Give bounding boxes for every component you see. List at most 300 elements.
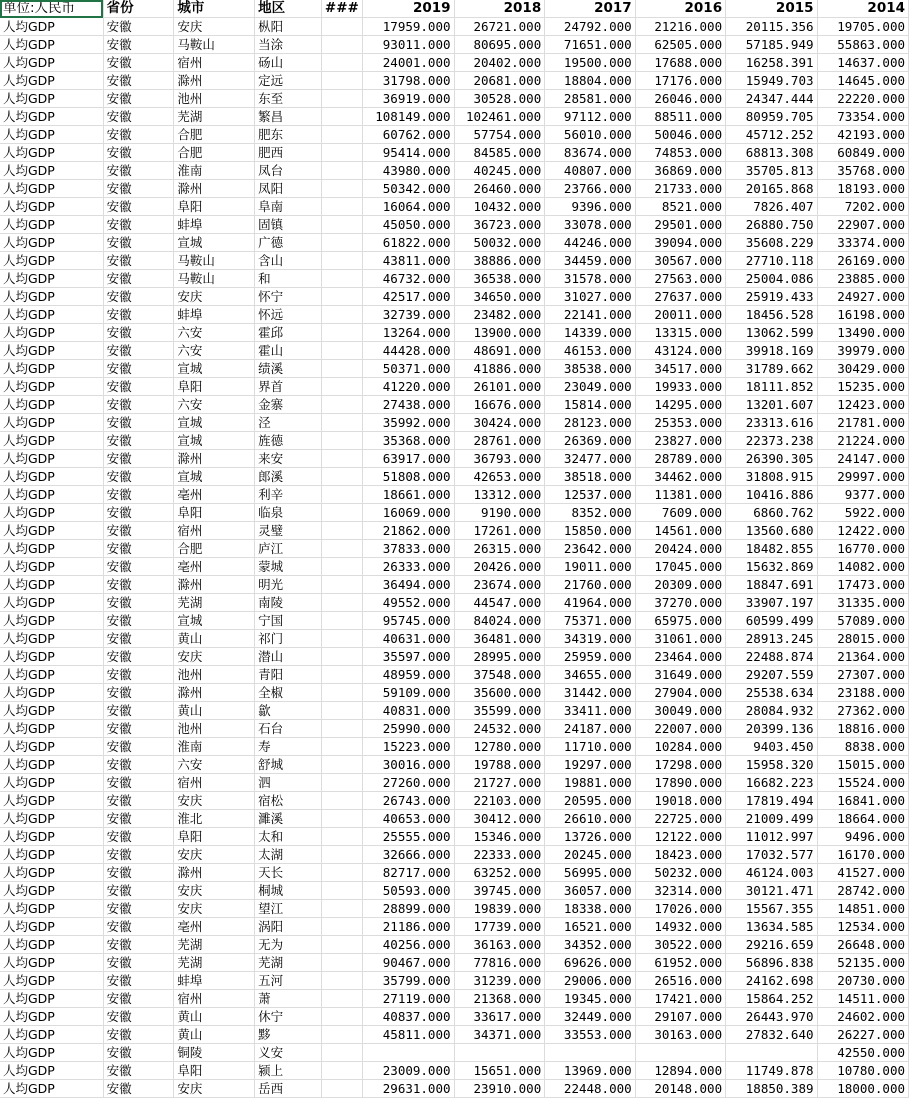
cell-y2017[interactable]: 38518.000 xyxy=(545,468,635,486)
cell-y2014[interactable]: 18816.000 xyxy=(817,720,909,738)
cell-y2017[interactable]: 34459.000 xyxy=(545,252,635,270)
cell-hidden-col[interactable] xyxy=(321,648,362,666)
cell-unit-label[interactable]: 人均GDP xyxy=(0,342,103,360)
cell-y2014[interactable]: 14511.000 xyxy=(817,990,909,1008)
cell-y2017[interactable]: 33078.000 xyxy=(545,216,635,234)
cell-y2019[interactable]: 29631.000 xyxy=(362,1080,454,1098)
cell-district[interactable]: 利辛 xyxy=(255,486,322,504)
cell-y2017[interactable]: 8352.000 xyxy=(545,504,635,522)
cell-y2018[interactable]: 36163.000 xyxy=(454,936,545,954)
cell-y2016[interactable]: 50046.000 xyxy=(635,126,725,144)
cell-city[interactable]: 宣城 xyxy=(174,432,255,450)
cell-y2017[interactable]: 20245.000 xyxy=(545,846,635,864)
cell-y2014[interactable]: 5922.000 xyxy=(817,504,909,522)
cell-y2019[interactable]: 60762.000 xyxy=(362,126,454,144)
cell-district[interactable]: 五河 xyxy=(255,972,322,990)
cell-y2014[interactable]: 27307.000 xyxy=(817,666,909,684)
cell-y2015[interactable]: 17819.494 xyxy=(726,792,817,810)
cell-district[interactable]: 潜山 xyxy=(255,648,322,666)
cell-hidden-col[interactable] xyxy=(321,144,362,162)
cell-city[interactable]: 安庆 xyxy=(174,900,255,918)
cell-province[interactable]: 安徽 xyxy=(103,1008,174,1026)
cell-y2014[interactable]: 60849.000 xyxy=(817,144,909,162)
cell-district[interactable]: 全椒 xyxy=(255,684,322,702)
cell-y2017[interactable]: 19011.000 xyxy=(545,558,635,576)
cell-district[interactable]: 岳西 xyxy=(255,1080,322,1098)
cell-y2019[interactable]: 45050.000 xyxy=(362,216,454,234)
cell-city[interactable]: 池州 xyxy=(174,666,255,684)
cell-y2018[interactable]: 19839.000 xyxy=(454,900,545,918)
cell-y2019[interactable]: 21862.000 xyxy=(362,522,454,540)
cell-y2015[interactable]: 11749.878 xyxy=(726,1062,817,1080)
cell-y2018[interactable]: 21368.000 xyxy=(454,990,545,1008)
cell-y2017[interactable]: 56010.000 xyxy=(545,126,635,144)
cell-city[interactable]: 阜阳 xyxy=(174,828,255,846)
cell-y2015[interactable]: 22488.874 xyxy=(726,648,817,666)
cell-y2016[interactable]: 31649.000 xyxy=(635,666,725,684)
cell-y2019[interactable]: 27260.000 xyxy=(362,774,454,792)
cell-y2019[interactable]: 30016.000 xyxy=(362,756,454,774)
cell-y2016[interactable]: 17890.000 xyxy=(635,774,725,792)
cell-y2016[interactable]: 27637.000 xyxy=(635,288,725,306)
cell-district[interactable]: 霍山 xyxy=(255,342,322,360)
cell-y2015[interactable]: 20115.356 xyxy=(726,18,817,36)
cell-district[interactable]: 颍上 xyxy=(255,1062,322,1080)
cell-y2014[interactable]: 16198.000 xyxy=(817,306,909,324)
cell-y2018[interactable]: 13312.000 xyxy=(454,486,545,504)
cell-y2016[interactable]: 23464.000 xyxy=(635,648,725,666)
cell-city[interactable]: 马鞍山 xyxy=(174,36,255,54)
header-cell-y2016[interactable]: 2016 xyxy=(635,0,725,18)
cell-y2014[interactable]: 35768.000 xyxy=(817,162,909,180)
cell-city[interactable]: 阜阳 xyxy=(174,378,255,396)
cell-unit-label[interactable]: 人均GDP xyxy=(0,828,103,846)
cell-province[interactable]: 安徽 xyxy=(103,18,174,36)
cell-y2014[interactable]: 8838.000 xyxy=(817,738,909,756)
cell-y2016[interactable]: 17026.000 xyxy=(635,900,725,918)
cell-unit-label[interactable]: 人均GDP xyxy=(0,756,103,774)
cell-y2017[interactable]: 23049.000 xyxy=(545,378,635,396)
cell-hidden-col[interactable] xyxy=(321,378,362,396)
header-cell-city[interactable]: 城市 xyxy=(174,0,255,18)
cell-y2014[interactable]: 29997.000 xyxy=(817,468,909,486)
cell-province[interactable]: 安徽 xyxy=(103,198,174,216)
cell-y2014[interactable]: 23188.000 xyxy=(817,684,909,702)
cell-y2015[interactable]: 13201.607 xyxy=(726,396,817,414)
cell-y2014[interactable]: 21781.000 xyxy=(817,414,909,432)
cell-y2017[interactable]: 12537.000 xyxy=(545,486,635,504)
cell-city[interactable]: 六安 xyxy=(174,756,255,774)
cell-y2018[interactable]: 36793.000 xyxy=(454,450,545,468)
cell-city[interactable]: 滁州 xyxy=(174,72,255,90)
cell-hidden-col[interactable] xyxy=(321,918,362,936)
cell-y2015[interactable]: 13062.599 xyxy=(726,324,817,342)
cell-district[interactable]: 明光 xyxy=(255,576,322,594)
cell-y2018[interactable]: 15651.000 xyxy=(454,1062,545,1080)
cell-unit-label[interactable]: 人均GDP xyxy=(0,1008,103,1026)
cell-y2019[interactable]: 43811.000 xyxy=(362,252,454,270)
cell-unit-label[interactable]: 人均GDP xyxy=(0,432,103,450)
cell-y2015[interactable]: 18850.389 xyxy=(726,1080,817,1098)
cell-hidden-col[interactable] xyxy=(321,234,362,252)
cell-province[interactable]: 安徽 xyxy=(103,126,174,144)
cell-unit-label[interactable]: 人均GDP xyxy=(0,270,103,288)
cell-y2014[interactable]: 22907.000 xyxy=(817,216,909,234)
cell-district[interactable]: 休宁 xyxy=(255,1008,322,1026)
cell-y2019[interactable]: 32666.000 xyxy=(362,846,454,864)
cell-y2019[interactable]: 51808.000 xyxy=(362,468,454,486)
cell-city[interactable]: 马鞍山 xyxy=(174,252,255,270)
cell-district[interactable]: 芜湖 xyxy=(255,954,322,972)
cell-unit-label[interactable]: 人均GDP xyxy=(0,720,103,738)
cell-y2014[interactable]: 15235.000 xyxy=(817,378,909,396)
cell-hidden-col[interactable] xyxy=(321,486,362,504)
cell-y2014[interactable]: 20730.000 xyxy=(817,972,909,990)
cell-y2018[interactable]: 44547.000 xyxy=(454,594,545,612)
cell-district[interactable]: 繁昌 xyxy=(255,108,322,126)
cell-y2016[interactable]: 21733.000 xyxy=(635,180,725,198)
cell-hidden-col[interactable] xyxy=(321,774,362,792)
cell-y2015[interactable]: 18847.691 xyxy=(726,576,817,594)
cell-y2019[interactable]: 50593.000 xyxy=(362,882,454,900)
cell-y2017[interactable]: 15814.000 xyxy=(545,396,635,414)
cell-province[interactable]: 安徽 xyxy=(103,486,174,504)
cell-y2017[interactable]: 11710.000 xyxy=(545,738,635,756)
cell-y2014[interactable]: 42193.000 xyxy=(817,126,909,144)
cell-unit-label[interactable]: 人均GDP xyxy=(0,216,103,234)
cell-y2015[interactable]: 22373.238 xyxy=(726,432,817,450)
cell-y2018[interactable]: 20681.000 xyxy=(454,72,545,90)
cell-district[interactable]: 歙 xyxy=(255,702,322,720)
cell-district[interactable]: 宿松 xyxy=(255,792,322,810)
cell-y2015[interactable]: 33907.197 xyxy=(726,594,817,612)
cell-district[interactable]: 宁国 xyxy=(255,612,322,630)
cell-city[interactable]: 芜湖 xyxy=(174,954,255,972)
cell-y2014[interactable]: 21224.000 xyxy=(817,432,909,450)
cell-y2017[interactable]: 19297.000 xyxy=(545,756,635,774)
cell-province[interactable]: 安徽 xyxy=(103,342,174,360)
cell-unit-label[interactable]: 人均GDP xyxy=(0,486,103,504)
header-cell-y2018[interactable]: 2018 xyxy=(454,0,545,18)
cell-y2017[interactable]: 28581.000 xyxy=(545,90,635,108)
cell-province[interactable]: 安徽 xyxy=(103,576,174,594)
cell-y2014[interactable]: 15015.000 xyxy=(817,756,909,774)
cell-y2019[interactable]: 37833.000 xyxy=(362,540,454,558)
cell-unit-label[interactable]: 人均GDP xyxy=(0,612,103,630)
cell-y2018[interactable]: 80695.000 xyxy=(454,36,545,54)
cell-city[interactable]: 宣城 xyxy=(174,612,255,630)
cell-y2014[interactable]: 22220.000 xyxy=(817,90,909,108)
cell-y2015[interactable]: 31808.915 xyxy=(726,468,817,486)
cell-y2016[interactable]: 20424.000 xyxy=(635,540,725,558)
cell-y2019[interactable]: 90467.000 xyxy=(362,954,454,972)
cell-y2017[interactable]: 34655.000 xyxy=(545,666,635,684)
cell-city[interactable]: 滁州 xyxy=(174,864,255,882)
cell-y2015[interactable]: 15632.869 xyxy=(726,558,817,576)
cell-y2015[interactable]: 20165.868 xyxy=(726,180,817,198)
cell-y2014[interactable]: 31335.000 xyxy=(817,594,909,612)
cell-y2014[interactable]: 16841.000 xyxy=(817,792,909,810)
cell-y2018[interactable]: 22103.000 xyxy=(454,792,545,810)
cell-y2015[interactable]: 24347.444 xyxy=(726,90,817,108)
header-cell-y2017[interactable]: 2017 xyxy=(545,0,635,18)
cell-hidden-col[interactable] xyxy=(321,450,362,468)
cell-y2015[interactable] xyxy=(726,1044,817,1062)
cell-hidden-col[interactable] xyxy=(321,162,362,180)
cell-y2015[interactable]: 27832.640 xyxy=(726,1026,817,1044)
cell-y2015[interactable]: 13634.585 xyxy=(726,918,817,936)
cell-y2017[interactable]: 18338.000 xyxy=(545,900,635,918)
cell-y2014[interactable]: 26648.000 xyxy=(817,936,909,954)
cell-y2018[interactable]: 21727.000 xyxy=(454,774,545,792)
header-cell-unit-label[interactable]: 单位:人民币 xyxy=(0,0,103,18)
cell-district[interactable]: 庐江 xyxy=(255,540,322,558)
cell-y2014[interactable]: 14645.000 xyxy=(817,72,909,90)
cell-y2018[interactable]: 31239.000 xyxy=(454,972,545,990)
cell-province[interactable]: 安徽 xyxy=(103,756,174,774)
cell-y2016[interactable]: 21216.000 xyxy=(635,18,725,36)
cell-province[interactable]: 安徽 xyxy=(103,432,174,450)
cell-city[interactable]: 安庆 xyxy=(174,846,255,864)
cell-unit-label[interactable]: 人均GDP xyxy=(0,864,103,882)
cell-city[interactable]: 宣城 xyxy=(174,468,255,486)
cell-hidden-col[interactable] xyxy=(321,882,362,900)
cell-y2014[interactable]: 28015.000 xyxy=(817,630,909,648)
cell-y2016[interactable]: 32314.000 xyxy=(635,882,725,900)
cell-district[interactable]: 南陵 xyxy=(255,594,322,612)
cell-hidden-col[interactable] xyxy=(321,1044,362,1062)
cell-province[interactable]: 安徽 xyxy=(103,90,174,108)
cell-province[interactable]: 安徽 xyxy=(103,270,174,288)
cell-hidden-col[interactable] xyxy=(321,18,362,36)
cell-city[interactable]: 宿州 xyxy=(174,522,255,540)
cell-y2017[interactable]: 71651.000 xyxy=(545,36,635,54)
header-cell-y2014[interactable]: 2014 xyxy=(817,0,909,18)
cell-y2015[interactable]: 29216.659 xyxy=(726,936,817,954)
cell-city[interactable]: 芜湖 xyxy=(174,594,255,612)
cell-unit-label[interactable]: 人均GDP xyxy=(0,360,103,378)
cell-district[interactable]: 蒙城 xyxy=(255,558,322,576)
cell-district[interactable]: 寿 xyxy=(255,738,322,756)
cell-district[interactable]: 枞阳 xyxy=(255,18,322,36)
cell-city[interactable]: 宿州 xyxy=(174,990,255,1008)
cell-y2017[interactable]: 31027.000 xyxy=(545,288,635,306)
cell-district[interactable]: 当涂 xyxy=(255,36,322,54)
cell-y2014[interactable]: 14082.000 xyxy=(817,558,909,576)
cell-unit-label[interactable]: 人均GDP xyxy=(0,288,103,306)
cell-y2016[interactable]: 7609.000 xyxy=(635,504,725,522)
cell-province[interactable]: 安徽 xyxy=(103,594,174,612)
cell-y2015[interactable]: 16258.391 xyxy=(726,54,817,72)
cell-city[interactable]: 安庆 xyxy=(174,882,255,900)
cell-y2017[interactable]: 22448.000 xyxy=(545,1080,635,1098)
cell-district[interactable]: 临泉 xyxy=(255,504,322,522)
cell-y2019[interactable]: 18661.000 xyxy=(362,486,454,504)
cell-city[interactable]: 六安 xyxy=(174,324,255,342)
cell-y2016[interactable]: 62505.000 xyxy=(635,36,725,54)
cell-district[interactable]: 金寨 xyxy=(255,396,322,414)
cell-y2015[interactable]: 35705.813 xyxy=(726,162,817,180)
cell-y2019[interactable]: 28899.000 xyxy=(362,900,454,918)
cell-city[interactable]: 滁州 xyxy=(174,450,255,468)
cell-province[interactable]: 安徽 xyxy=(103,792,174,810)
cell-y2019[interactable]: 31798.000 xyxy=(362,72,454,90)
cell-y2014[interactable]: 30429.000 xyxy=(817,360,909,378)
cell-hidden-col[interactable] xyxy=(321,414,362,432)
cell-city[interactable]: 六安 xyxy=(174,396,255,414)
cell-hidden-col[interactable] xyxy=(321,126,362,144)
cell-y2014[interactable]: 55863.000 xyxy=(817,36,909,54)
cell-district[interactable]: 旌德 xyxy=(255,432,322,450)
cell-y2018[interactable]: 77816.000 xyxy=(454,954,545,972)
cell-y2016[interactable]: 39094.000 xyxy=(635,234,725,252)
cell-city[interactable]: 阜阳 xyxy=(174,504,255,522)
cell-y2015[interactable]: 60599.499 xyxy=(726,612,817,630)
cell-y2015[interactable]: 17032.577 xyxy=(726,846,817,864)
cell-hidden-col[interactable] xyxy=(321,792,362,810)
cell-y2016[interactable]: 23827.000 xyxy=(635,432,725,450)
cell-y2018[interactable]: 57754.000 xyxy=(454,126,545,144)
cell-y2019[interactable]: 25990.000 xyxy=(362,720,454,738)
cell-y2019[interactable]: 36494.000 xyxy=(362,576,454,594)
cell-city[interactable]: 淮北 xyxy=(174,810,255,828)
cell-unit-label[interactable]: 人均GDP xyxy=(0,414,103,432)
cell-y2015[interactable]: 35608.229 xyxy=(726,234,817,252)
cell-district[interactable]: 泾 xyxy=(255,414,322,432)
cell-y2015[interactable]: 15567.355 xyxy=(726,900,817,918)
cell-unit-label[interactable]: 人均GDP xyxy=(0,558,103,576)
cell-y2016[interactable]: 19018.000 xyxy=(635,792,725,810)
cell-province[interactable]: 安徽 xyxy=(103,162,174,180)
cell-y2015[interactable]: 11012.997 xyxy=(726,828,817,846)
cell-y2015[interactable]: 13560.680 xyxy=(726,522,817,540)
cell-unit-label[interactable]: 人均GDP xyxy=(0,684,103,702)
cell-unit-label[interactable]: 人均GDP xyxy=(0,1080,103,1098)
cell-y2014[interactable]: 57089.000 xyxy=(817,612,909,630)
cell-hidden-col[interactable] xyxy=(321,558,362,576)
cell-y2015[interactable]: 57185.949 xyxy=(726,36,817,54)
cell-y2014[interactable]: 14851.000 xyxy=(817,900,909,918)
cell-district[interactable]: 义安 xyxy=(255,1044,322,1062)
cell-y2017[interactable]: 40807.000 xyxy=(545,162,635,180)
cell-y2018[interactable]: 35600.000 xyxy=(454,684,545,702)
cell-y2017[interactable]: 44246.000 xyxy=(545,234,635,252)
cell-province[interactable]: 安徽 xyxy=(103,1026,174,1044)
cell-y2019[interactable]: 23009.000 xyxy=(362,1062,454,1080)
cell-y2018[interactable]: 48691.000 xyxy=(454,342,545,360)
cell-y2017[interactable]: 29006.000 xyxy=(545,972,635,990)
cell-province[interactable]: 安徽 xyxy=(103,864,174,882)
cell-y2018[interactable]: 42653.000 xyxy=(454,468,545,486)
cell-hidden-col[interactable] xyxy=(321,36,362,54)
cell-district[interactable]: 含山 xyxy=(255,252,322,270)
cell-unit-label[interactable]: 人均GDP xyxy=(0,306,103,324)
cell-y2017[interactable]: 41964.000 xyxy=(545,594,635,612)
cell-y2014[interactable]: 19705.000 xyxy=(817,18,909,36)
cell-unit-label[interactable]: 人均GDP xyxy=(0,108,103,126)
cell-y2019[interactable]: 63917.000 xyxy=(362,450,454,468)
cell-y2019[interactable]: 26333.000 xyxy=(362,558,454,576)
cell-y2016[interactable]: 13315.000 xyxy=(635,324,725,342)
cell-unit-label[interactable]: 人均GDP xyxy=(0,918,103,936)
cell-y2017[interactable]: 21760.000 xyxy=(545,576,635,594)
cell-hidden-col[interactable] xyxy=(321,306,362,324)
cell-unit-label[interactable]: 人均GDP xyxy=(0,198,103,216)
cell-y2018[interactable]: 37548.000 xyxy=(454,666,545,684)
cell-district[interactable]: 砀山 xyxy=(255,54,322,72)
cell-hidden-col[interactable] xyxy=(321,1008,362,1026)
cell-y2019[interactable]: 40653.000 xyxy=(362,810,454,828)
cell-y2018[interactable]: 41886.000 xyxy=(454,360,545,378)
cell-y2015[interactable]: 24162.698 xyxy=(726,972,817,990)
cell-province[interactable]: 安徽 xyxy=(103,396,174,414)
cell-y2018[interactable]: 13900.000 xyxy=(454,324,545,342)
cell-unit-label[interactable]: 人均GDP xyxy=(0,792,103,810)
cell-city[interactable]: 亳州 xyxy=(174,486,255,504)
cell-hidden-col[interactable] xyxy=(321,396,362,414)
cell-y2018[interactable]: 84024.000 xyxy=(454,612,545,630)
cell-province[interactable]: 安徽 xyxy=(103,54,174,72)
cell-y2019[interactable]: 35992.000 xyxy=(362,414,454,432)
cell-hidden-col[interactable] xyxy=(321,756,362,774)
cell-y2018[interactable]: 20402.000 xyxy=(454,54,545,72)
cell-y2016[interactable]: 27904.000 xyxy=(635,684,725,702)
cell-unit-label[interactable]: 人均GDP xyxy=(0,648,103,666)
cell-unit-label[interactable]: 人均GDP xyxy=(0,126,103,144)
cell-y2016[interactable]: 20148.000 xyxy=(635,1080,725,1098)
cell-y2017[interactable]: 75371.000 xyxy=(545,612,635,630)
cell-y2016[interactable]: 34517.000 xyxy=(635,360,725,378)
cell-y2014[interactable]: 15524.000 xyxy=(817,774,909,792)
cell-y2014[interactable]: 24927.000 xyxy=(817,288,909,306)
cell-province[interactable]: 安徽 xyxy=(103,612,174,630)
cell-city[interactable]: 蚌埠 xyxy=(174,216,255,234)
cell-y2019[interactable]: 17959.000 xyxy=(362,18,454,36)
cell-unit-label[interactable]: 人均GDP xyxy=(0,468,103,486)
cell-y2017[interactable]: 46153.000 xyxy=(545,342,635,360)
cell-y2018[interactable]: 34371.000 xyxy=(454,1026,545,1044)
cell-y2016[interactable]: 37270.000 xyxy=(635,594,725,612)
cell-hidden-col[interactable] xyxy=(321,828,362,846)
cell-y2019[interactable]: 48959.000 xyxy=(362,666,454,684)
cell-y2016[interactable]: 27563.000 xyxy=(635,270,725,288)
cell-province[interactable]: 安徽 xyxy=(103,558,174,576)
cell-y2018[interactable]: 22333.000 xyxy=(454,846,545,864)
cell-city[interactable]: 合肥 xyxy=(174,540,255,558)
cell-unit-label[interactable]: 人均GDP xyxy=(0,90,103,108)
cell-hidden-col[interactable] xyxy=(321,720,362,738)
cell-city[interactable]: 黄山 xyxy=(174,1026,255,1044)
cell-province[interactable]: 安徽 xyxy=(103,918,174,936)
cell-city[interactable]: 铜陵 xyxy=(174,1044,255,1062)
cell-city[interactable]: 蚌埠 xyxy=(174,306,255,324)
cell-city[interactable]: 安庆 xyxy=(174,648,255,666)
cell-y2018[interactable]: 10432.000 xyxy=(454,198,545,216)
cell-hidden-col[interactable] xyxy=(321,1062,362,1080)
cell-y2017[interactable]: 33553.000 xyxy=(545,1026,635,1044)
cell-province[interactable]: 安徽 xyxy=(103,702,174,720)
cell-y2018[interactable]: 19788.000 xyxy=(454,756,545,774)
cell-unit-label[interactable]: 人均GDP xyxy=(0,738,103,756)
cell-province[interactable]: 安徽 xyxy=(103,828,174,846)
cell-city[interactable]: 芜湖 xyxy=(174,108,255,126)
cell-y2019[interactable]: 95414.000 xyxy=(362,144,454,162)
cell-y2019[interactable]: 95745.000 xyxy=(362,612,454,630)
cell-y2019[interactable]: 61822.000 xyxy=(362,234,454,252)
header-cell-y2019[interactable]: 2019 xyxy=(362,0,454,18)
cell-unit-label[interactable]: 人均GDP xyxy=(0,522,103,540)
cell-province[interactable]: 安徽 xyxy=(103,666,174,684)
